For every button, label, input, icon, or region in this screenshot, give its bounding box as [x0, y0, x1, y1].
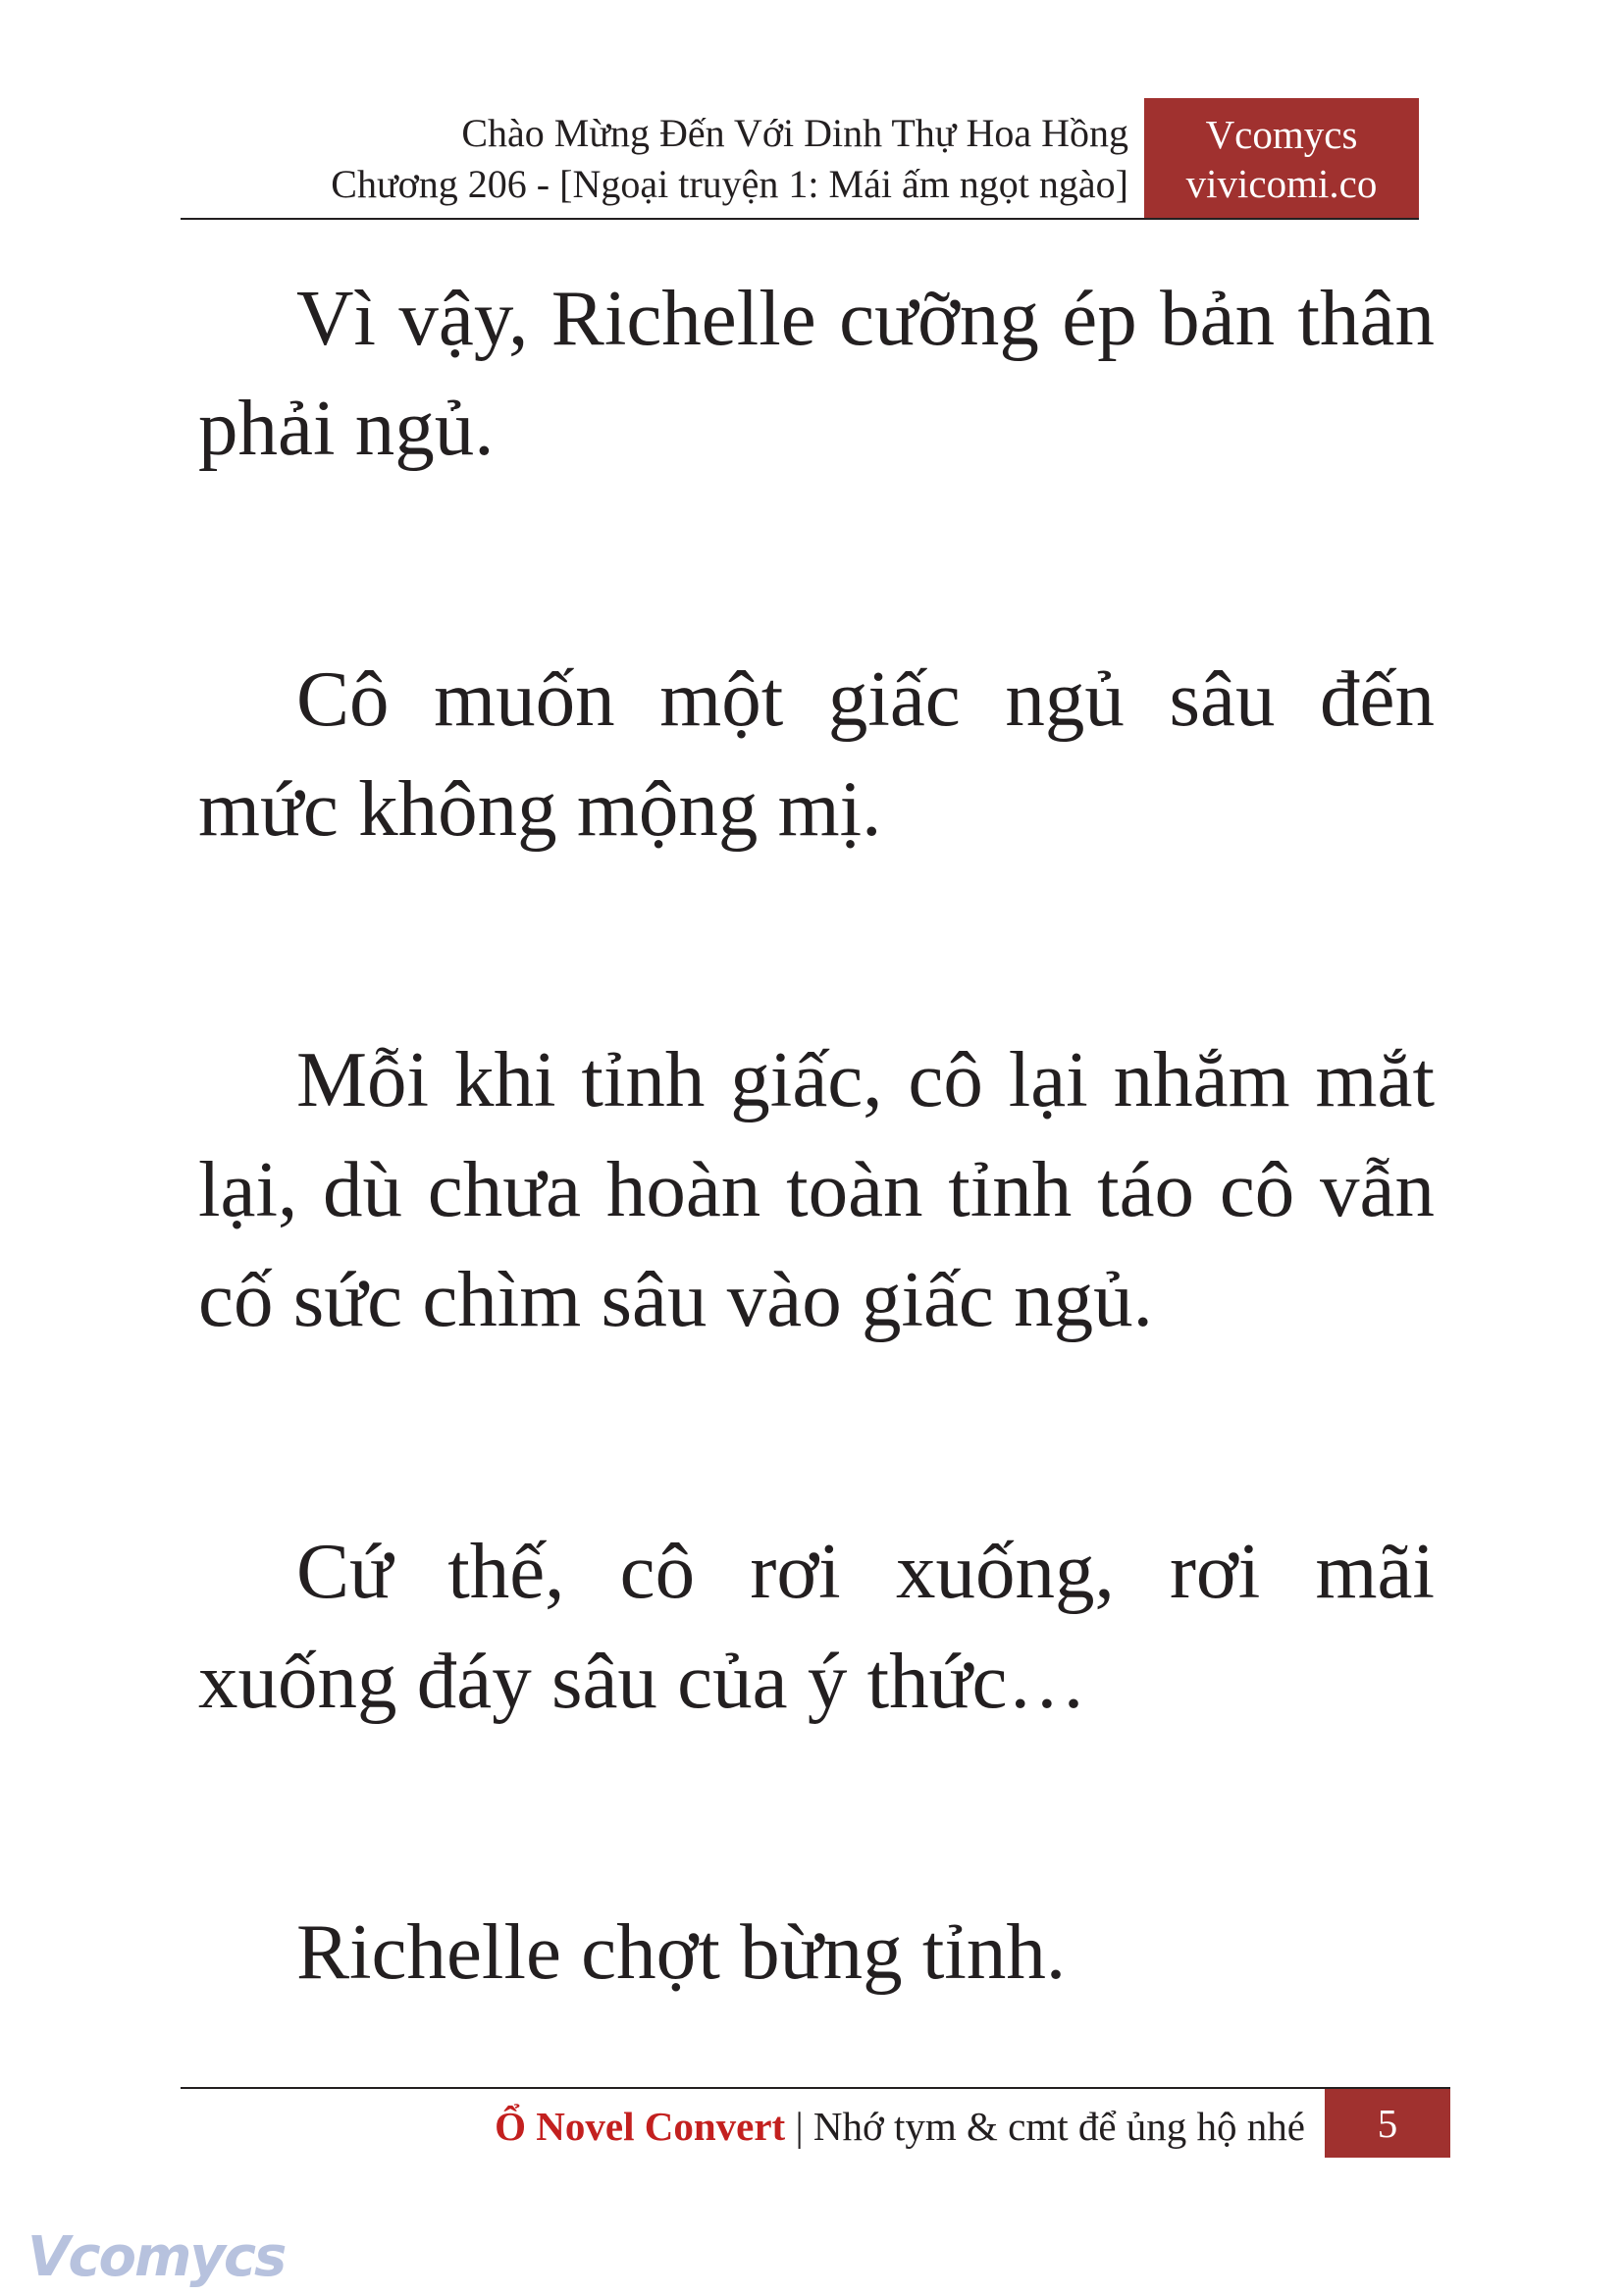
site-badge-url: vivicomi.co: [1185, 161, 1378, 206]
footer-separator: |: [795, 2104, 804, 2149]
chapter-body: [198, 263, 1435, 2007]
paragraph-3: Mỗi khi tỉnh giấc, cô lại nhắm mắt lại, dù chưa hoàn toàn tỉnh táo cô vẫn cố sức chìm sâu vào giấc ngủ.: [198, 1035, 1435, 1343]
footer-message: Nhớ tym & cmt để ủng hộ nhé: [812, 2104, 1305, 2149]
paragraph-5: Richelle chợt bừng tỉnh.: [296, 1907, 1067, 1996]
page-number: 5: [1325, 2089, 1450, 2158]
header-divider: [181, 218, 1419, 220]
footer-divider: [181, 2087, 1450, 2089]
site-badge-name: Vcomycs: [1205, 112, 1358, 157]
paragraph-4: Cứ thế, cô rơi xuống, rơi mãi xuống đáy sâu của ý thức…: [198, 1527, 1435, 1725]
page-footer: [177, 2092, 1305, 2161]
page-header: [177, 108, 1128, 210]
book-title: Chào Mừng Đến Với Dinh Thự Hoa Hồng: [461, 111, 1128, 155]
paragraph-1: Vì vậy, Richelle cưỡng ép bản thân phải ngủ.: [198, 274, 1435, 472]
chapter-title: Chương 206 - [Ngoại truyện 1: Mái ấm ngọt ngào]: [331, 162, 1128, 206]
paragraph-2: Cô muốn một giấc ngủ sâu đến mức không mộng mị.: [198, 654, 1435, 853]
watermark-logo: Vcomycs: [27, 2225, 286, 2289]
site-badge: [1144, 98, 1419, 218]
footer-brand: Ổ Novel Convert: [495, 2104, 786, 2149]
